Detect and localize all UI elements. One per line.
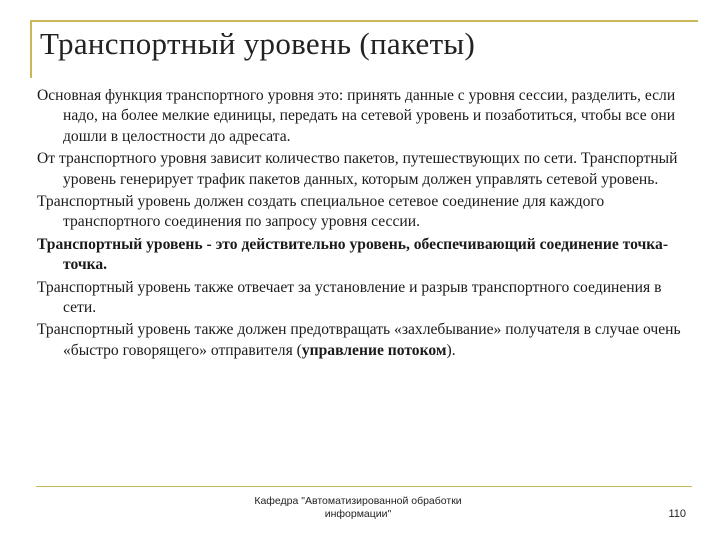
paragraph-main-function: Основная функция транспортного уровня это: принять данные с уровня сессии, разделить, если надо, на более мелкие единицы, передать на сетевой уровень и позаботиться, чтобы все они дошли в целостности до адресата. bbox=[37, 87, 676, 145]
paragraph-network-connection: Транспортный уровень должен создать специальное сетевое соединение для каждого транспортного соединения по запросу уровня сессии. bbox=[37, 193, 605, 231]
footer-department bbox=[232, 495, 484, 521]
title-accent-vertical-line bbox=[30, 20, 32, 78]
flow-control-text-after: ). bbox=[446, 341, 456, 359]
footer-line-1: Кафедра "Автоматизированной обработки bbox=[254, 495, 462, 507]
slide-body bbox=[37, 86, 693, 363]
footer-line-2: информации" bbox=[324, 508, 392, 520]
slide-title: Транспортный уровень (пакеты) bbox=[40, 26, 476, 61]
flow-control-term: управление потоком bbox=[301, 341, 447, 359]
paragraph-flow-control bbox=[37, 320, 693, 361]
page-number: 110 bbox=[668, 508, 686, 520]
paragraph-packet-count: От транспортного уровня зависит количество пакетов, путешествующих по сети. Транспортный уровень генерирует трафик пакетов данных, которым должен управлять сетевой уровень. bbox=[37, 150, 678, 188]
flow-control-text-before: Транспортный уровень также должен предотвращать «захлебывание» получателя в случае очень «быстро говорящего» отправителя ( bbox=[37, 321, 681, 359]
paragraph-connection-setup: Транспортный уровень также отвечает за установление и разрыв транспортного соединения в сети. bbox=[37, 278, 662, 317]
paragraph-point-to-point: Транспортный уровень - это действительно уровень, обеспечивающий соединение точка-точка. bbox=[37, 235, 669, 274]
footer-divider bbox=[36, 486, 692, 487]
title-accent-horizontal-line bbox=[30, 20, 698, 22]
